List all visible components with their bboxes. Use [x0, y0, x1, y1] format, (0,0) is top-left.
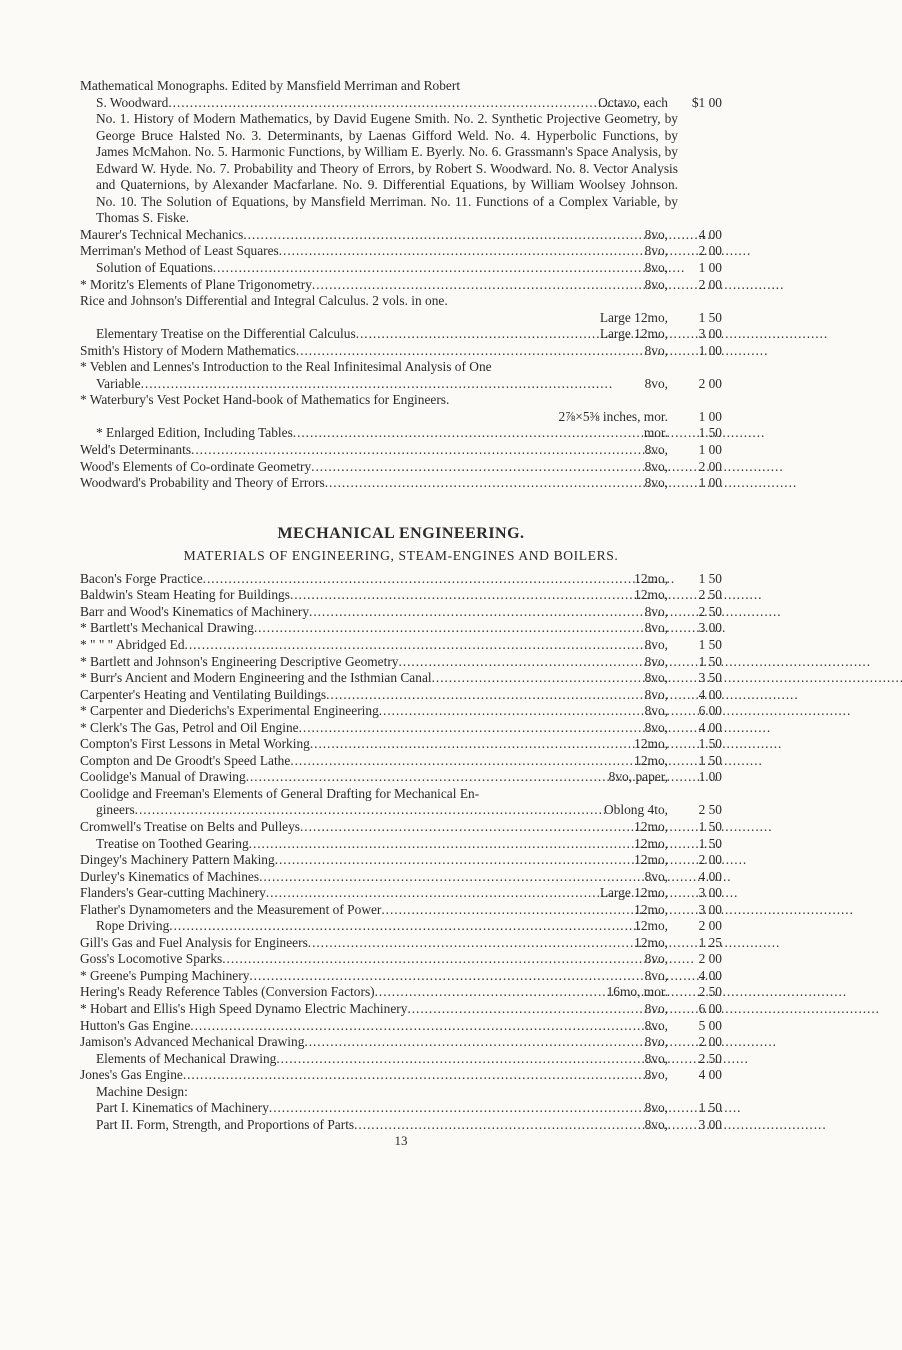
entry-row [80, 409, 722, 426]
leader-dots [183, 1067, 645, 1084]
catalog-entry [80, 392, 722, 425]
entry-price: 2 00 [698, 918, 722, 934]
catalog-entry [80, 277, 722, 294]
catalog-entry [80, 326, 722, 343]
leader-dots [309, 604, 645, 621]
entry-format: 8vo, [644, 703, 668, 719]
catalog-entry [80, 343, 722, 360]
leader-dots [249, 968, 644, 985]
leader-dots [190, 1018, 644, 1035]
entry-row [80, 687, 722, 704]
entry-title: Compton's First Lessons in Metal Working [80, 736, 310, 752]
leader-dots [141, 376, 645, 393]
catalog-entry [80, 1051, 722, 1068]
entry-format: 8vo, [644, 868, 668, 884]
entry-format: 8vo, [644, 951, 668, 967]
entry-format: 12mo, [634, 736, 668, 752]
catalog-entry [80, 260, 722, 277]
entry-title: * Burr's Ancient and Modern Engineering and the Isthmian Canal [80, 670, 432, 686]
entry-price: 1 50 [698, 636, 722, 652]
entry-format: mor. [643, 425, 668, 441]
catalog-entry [80, 687, 722, 704]
entry-row [80, 852, 722, 869]
entry-row [80, 343, 722, 360]
entry-title: Smith's History of Modern Mathematics [80, 342, 296, 358]
entry-price: 1 50 [698, 570, 722, 586]
entry-row [80, 1100, 722, 1117]
entry-title: Elements of Mechanical Drawing [96, 1050, 277, 1066]
entry-price: 1 50 [698, 425, 722, 441]
leader-dots [259, 869, 645, 886]
entry-row [80, 243, 722, 260]
entry-price: 1 00 [698, 408, 722, 424]
series-description: No. 1. History of Modern Mathematics, by David Eugene Smith. No. 2. Synthetic Projective Geometry, by George Bruce Halsted No. 3. Determinants, by Laenas Gifford Weld. No. 4. Hyperbolic Functions, by James McMahon. No. 5. Harmonic Functions, by William E. Byerly. No. 6. Grassmann's Space Analysis, by Edward W. Hyde. No. 7. Probability and Theory of Errors, by Robert S. Woodward. No. 8. Vector Analysis and Quaternions, by Alexander Macfarlane. No. 9. Differential Equations, by William Woolsey Johnson. No. 10. The Solution of Equations, by Mansfield Merriman. No. 11. Functions of a Complex Variable, by Thomas S. Fiske. [96, 111, 678, 226]
entry-format: 8vo, [644, 636, 668, 652]
leader-dots [326, 687, 644, 704]
entry-price: 2 00 [698, 243, 722, 259]
entry-price: 4 00 [698, 868, 722, 884]
entry-format: 8vo, [644, 458, 668, 474]
entry-price: 4 00 [698, 226, 722, 242]
catalog-entry [80, 852, 722, 869]
entry-price: 3 00 [698, 326, 722, 342]
catalog-entry [80, 1067, 722, 1084]
leader-dots [135, 802, 604, 819]
catalog-entry [80, 869, 722, 886]
entry-format: 8vo, [644, 967, 668, 983]
catalog-entry [80, 736, 722, 753]
entry-row [80, 654, 722, 671]
catalog-content [80, 78, 722, 1150]
entry-price: 2 00 [698, 1034, 722, 1050]
entry-price: 1 50 [698, 1100, 722, 1116]
leader-dots [222, 951, 644, 968]
catalog-entry [80, 293, 722, 326]
entry-row [80, 227, 722, 244]
catalog-entry [80, 243, 722, 260]
entry-title: gineers [96, 802, 135, 818]
entry-row [80, 571, 722, 588]
leader-dots [312, 277, 645, 294]
entry-price: 4 00 [698, 686, 722, 702]
catalog-entry [80, 935, 722, 952]
leader-dots [432, 670, 645, 687]
entry-format: 12mo, [634, 752, 668, 768]
entry-price: 2 50 [698, 587, 722, 603]
entry-price: 2 00 [698, 951, 722, 967]
entry-price: 4 00 [698, 967, 722, 983]
leader-dots [246, 769, 609, 786]
entry-title: Hutton's Gas Engine [80, 1017, 191, 1033]
leader-dots [275, 852, 634, 869]
entry-row [80, 1001, 722, 1018]
catalog-entry [80, 459, 722, 476]
entry-price: 3 00 [698, 1116, 722, 1132]
math-entry-list [80, 227, 722, 492]
entry-row [80, 1067, 722, 1084]
entry-row [80, 753, 722, 770]
entry-row [80, 1117, 722, 1134]
entry-title-line: * Waterbury's Vest Pocket Hand-book of Mathematics for Engineers. [80, 392, 450, 408]
section-heading: MECHANICAL ENGINEERING. [277, 524, 525, 542]
entry-title: Elementary Treatise on the Differential Calculus [96, 326, 356, 342]
leader-dots [399, 654, 645, 671]
catalog-entry [80, 620, 722, 637]
leader-dots [254, 620, 645, 637]
entry-format: Large 12mo, [599, 326, 668, 342]
catalog-entry [80, 1001, 722, 1018]
entry-format: 8vo, [644, 1000, 668, 1016]
leader-dots [243, 227, 644, 244]
leader-dots [310, 736, 634, 753]
entry-format: 8vo, [644, 1100, 668, 1116]
leader-dots [381, 902, 634, 919]
entry-row [80, 442, 722, 459]
entry-title: Jones's Gas Engine [80, 1067, 183, 1083]
entry-row [80, 1034, 722, 1051]
catalog-entry [80, 359, 722, 392]
entry-format: 8vo, [644, 719, 668, 735]
leader-dots [290, 753, 634, 770]
entry-format: 2⅞×5⅜ inches, mor. [558, 408, 668, 424]
catalog-entry [80, 753, 722, 770]
entry-row [80, 1051, 722, 1068]
entry-title: Baldwin's Steam Heating for Buildings [80, 587, 290, 603]
entry-row [80, 376, 722, 393]
entry-format: 12mo, [634, 901, 668, 917]
entry-price: 3 00 [698, 901, 722, 917]
entry-format: 8vo, [644, 342, 668, 358]
leader-dots [269, 1100, 645, 1117]
entry-price: 1 00 [698, 260, 722, 276]
leader-dots [304, 1034, 644, 1051]
entry-price: 1 00 [698, 342, 722, 358]
entry-price: 1 50 [698, 752, 722, 768]
series-format: Octavo, each [598, 94, 668, 110]
entry-row [80, 902, 722, 919]
entry-title: * Clerk's The Gas, Petrol and Oil Engine [80, 719, 299, 735]
entry-title: * Hobart and Ellis's High Speed Dynamo Electric Machinery [80, 1000, 408, 1016]
entry-title: Part II. Form, Strength, and Proportions of Parts [96, 1116, 355, 1132]
catalog-entry [80, 604, 722, 621]
entry-format: 16mo, mor. [606, 984, 668, 1000]
entry-price: 3 00 [698, 620, 722, 636]
catalog-entry [80, 227, 722, 244]
leader-dots [213, 260, 645, 277]
leader-dots [169, 918, 634, 935]
catalog-entry [80, 1084, 722, 1117]
leader-dots [290, 587, 634, 604]
entry-format: 8vo, [644, 226, 668, 242]
entry-title: Hering's Ready Reference Tables (Conversion Factors) [80, 984, 375, 1000]
catalog-entry [80, 968, 722, 985]
entry-title: Solution of Equations [96, 260, 213, 276]
entry-format: 12mo, [634, 852, 668, 868]
series-price: $1 00 [691, 94, 722, 110]
entry-price: 1 25 [698, 934, 722, 950]
catalog-entry [80, 654, 722, 671]
entry-price: 1 50 [698, 309, 722, 325]
catalog-entry [80, 670, 722, 687]
leader-dots [168, 95, 598, 112]
entry-price: 1 50 [698, 818, 722, 834]
entry-format: 8vo, [644, 653, 668, 669]
entry-title: * Enlarged Edition, Including Tables [96, 425, 293, 441]
entry-format: 8vo, [644, 442, 668, 458]
entry-row [80, 587, 722, 604]
entry-format: 8vo, [644, 620, 668, 636]
entry-row [80, 637, 722, 654]
entry-row [80, 819, 722, 836]
entry-title: * Moritz's Elements of Plane Trigonometry [80, 276, 312, 292]
leader-dots [356, 326, 600, 343]
leader-dots [325, 475, 645, 492]
catalog-entry [80, 786, 722, 819]
entry-format: 8vo, [644, 686, 668, 702]
series-title-row [80, 95, 722, 112]
entry-format: 8vo, [644, 603, 668, 619]
leader-dots [311, 459, 644, 476]
catalog-entry [80, 637, 722, 654]
entry-format: 8vo, [644, 243, 668, 259]
catalog-entry [80, 703, 722, 720]
entry-title-line: Machine Design: [96, 1083, 188, 1099]
entry-title: Carpenter's Heating and Ventilating Buildings [80, 686, 327, 702]
catalog-entry [80, 951, 722, 968]
entry-price: 1 50 [698, 835, 722, 851]
entry-price: 3 50 [698, 670, 722, 686]
entry-price: 2 50 [698, 1050, 722, 1066]
leader-dots [300, 819, 634, 836]
leader-dots [407, 1001, 644, 1018]
entry-title: Flather's Dynamometers and the Measurement of Power [80, 901, 382, 917]
entry-title-line: * Veblen and Lennes's Introduction to the Real Infinitesimal Analysis of One [80, 359, 492, 375]
entry-format: 8vo, [644, 1017, 668, 1033]
entry-format: 8vo, [644, 670, 668, 686]
catalog-entry [80, 1018, 722, 1035]
entry-title: Goss's Locomotive Sparks [80, 951, 223, 967]
catalog-entry [80, 819, 722, 836]
catalog-entry [80, 918, 722, 935]
entry-price: 1 00 [698, 769, 722, 785]
entry-title: Weld's Determinants [80, 442, 192, 458]
catalog-entry [80, 720, 722, 737]
entry-row [80, 885, 722, 902]
entry-title: Variable [96, 375, 141, 391]
leader-dots [375, 984, 607, 1001]
entry-format: 12mo, [634, 587, 668, 603]
leader-dots [308, 935, 634, 952]
entry-row [80, 604, 722, 621]
entry-row [80, 425, 722, 442]
entry-title: Flanders's Gear-cutting Machinery [80, 885, 266, 901]
leader-dots [185, 637, 645, 654]
entry-format: 8vo, [644, 475, 668, 491]
catalog-entry [80, 442, 722, 459]
catalog-entry [80, 587, 722, 604]
entry-format: 8vo, [644, 375, 668, 391]
entry-row [80, 310, 722, 327]
entry-price: 3 00 [698, 885, 722, 901]
leader-dots [191, 442, 645, 459]
entry-price: 6 00 [698, 703, 722, 719]
leader-dots [266, 885, 600, 902]
entry-row [80, 951, 722, 968]
leader-dots [379, 703, 645, 720]
leader-dots [296, 343, 645, 360]
entry-price: 2 50 [698, 603, 722, 619]
entry-row [80, 670, 722, 687]
entry-format: Oblong 4to, [604, 802, 668, 818]
entry-format: 8vo, paper, [608, 769, 668, 785]
entry-row [80, 326, 722, 343]
catalog-entry [80, 475, 722, 492]
entry-row [80, 260, 722, 277]
entry-format: 8vo, [644, 1034, 668, 1050]
entry-price: 2 50 [698, 984, 722, 1000]
entry-title: Maurer's Technical Mechanics [80, 226, 244, 242]
entry-price: 4 00 [698, 1067, 722, 1083]
entry-price: 1 50 [698, 653, 722, 669]
series-title-line: Mathematical Monographs. Edited by Mansfield Merriman and Robert [80, 78, 461, 93]
entry-row [80, 1018, 722, 1035]
entry-title-line: Rice and Johnson's Differential and Integral Calculus. 2 vols. in one. [80, 293, 448, 309]
entry-row [80, 459, 722, 476]
entry-row [80, 869, 722, 886]
entry-format: 12mo, [634, 918, 668, 934]
entry-title: * Bartlett's Mechanical Drawing [80, 620, 254, 636]
entry-row [80, 736, 722, 753]
entry-price: 2 00 [698, 852, 722, 868]
entry-title: Coolidge's Manual of Drawing [80, 769, 246, 785]
entry-title: Dingey's Machinery Pattern Making [80, 852, 275, 868]
entry-title: Rope Driving [96, 918, 170, 934]
catalog-entry [80, 902, 722, 919]
entry-row [80, 769, 722, 786]
entry-format: 12mo, [634, 818, 668, 834]
entry-price: 6 00 [698, 1000, 722, 1016]
leader-dots [203, 571, 634, 588]
entry-price: 4 00 [698, 719, 722, 735]
entry-format: 8vo, [644, 1067, 668, 1083]
entry-price: 1 50 [698, 736, 722, 752]
entry-title: * Carpenter and Diederichs's Experimental Engineering [80, 703, 379, 719]
entry-price: 5 00 [698, 1017, 722, 1033]
entry-row [80, 935, 722, 952]
leader-dots [299, 720, 645, 737]
entry-title-line: Coolidge and Freeman's Elements of General Drafting for Mechanical En- [80, 785, 480, 801]
entry-row [80, 475, 722, 492]
entry-price: 1 00 [698, 475, 722, 491]
catalog-entry [80, 425, 722, 442]
entry-title: Treatise on Toothed Gearing [96, 835, 249, 851]
series-editor: S. Woodward [96, 94, 169, 110]
page-number: 13 [394, 1133, 408, 1149]
entry-price: 2 00 [698, 458, 722, 474]
entry-format: 12mo, [634, 835, 668, 851]
entry-title: * Bartlett and Johnson's Engineering Descriptive Geometry [80, 653, 399, 669]
entry-row [80, 836, 722, 853]
leader-dots [276, 1051, 644, 1068]
entry-title: Barr and Wood's Kinematics of Machinery [80, 603, 310, 619]
entry-price: 1 00 [698, 442, 722, 458]
series-intro [80, 78, 722, 227]
entry-title: * " " " Abridged Ed [80, 636, 185, 652]
entry-title: Woodward's Probability and Theory of Errors [80, 475, 325, 491]
entry-format: 8vo, [644, 276, 668, 292]
entry-title: Jamison's Advanced Mechanical Drawing [80, 1034, 305, 1050]
entry-format: Large 12mo, [599, 885, 668, 901]
entry-price: 2 00 [698, 375, 722, 391]
entry-row [80, 918, 722, 935]
entry-row [80, 802, 722, 819]
entry-title: Compton and De Groodt's Speed Lathe [80, 752, 291, 768]
entry-row [80, 620, 722, 637]
mech-entry-list [80, 571, 722, 1134]
catalog-entry [80, 1117, 722, 1134]
entry-title: Gill's Gas and Fuel Analysis for Engineers [80, 934, 308, 950]
entry-title: Part I. Kinematics of Machinery [96, 1100, 269, 1116]
leader-dots [279, 243, 645, 260]
leader-dots [249, 836, 634, 853]
entry-title: Cromwell's Treatise on Belts and Pulleys [80, 818, 301, 834]
catalog-entry [80, 571, 722, 588]
catalog-entry [80, 984, 722, 1001]
entry-title: Durley's Kinematics of Machines [80, 868, 260, 884]
section-subheading: MATERIALS OF ENGINEERING, STEAM-ENGINES AND BOILERS. [183, 548, 619, 564]
catalog-entry [80, 1034, 722, 1051]
entry-price: 2 00 [698, 276, 722, 292]
entry-row [80, 703, 722, 720]
catalog-entry [80, 836, 722, 853]
entry-row [80, 720, 722, 737]
entry-format: 8vo, [644, 1116, 668, 1132]
entry-format: 12mo, [634, 934, 668, 950]
entry-row [80, 277, 722, 294]
entry-format: 12mo, [634, 570, 668, 586]
catalog-entry [80, 885, 722, 902]
entry-row [80, 984, 722, 1001]
entry-title: * Greene's Pumping Machinery [80, 967, 250, 983]
entry-row [80, 968, 722, 985]
entry-title: Bacon's Forge Practice [80, 570, 203, 586]
leader-dots [354, 1117, 644, 1134]
entry-price: 2 50 [698, 802, 722, 818]
entry-title: Merriman's Method of Least Squares [80, 243, 279, 259]
entry-title: Wood's Elements of Co-ordinate Geometry [80, 458, 312, 474]
entry-format: 8vo, [644, 260, 668, 276]
leader-dots [293, 425, 644, 442]
entry-format: Large 12mo, [599, 309, 668, 325]
catalog-entry [80, 769, 722, 786]
entry-format: 8vo, [644, 1050, 668, 1066]
